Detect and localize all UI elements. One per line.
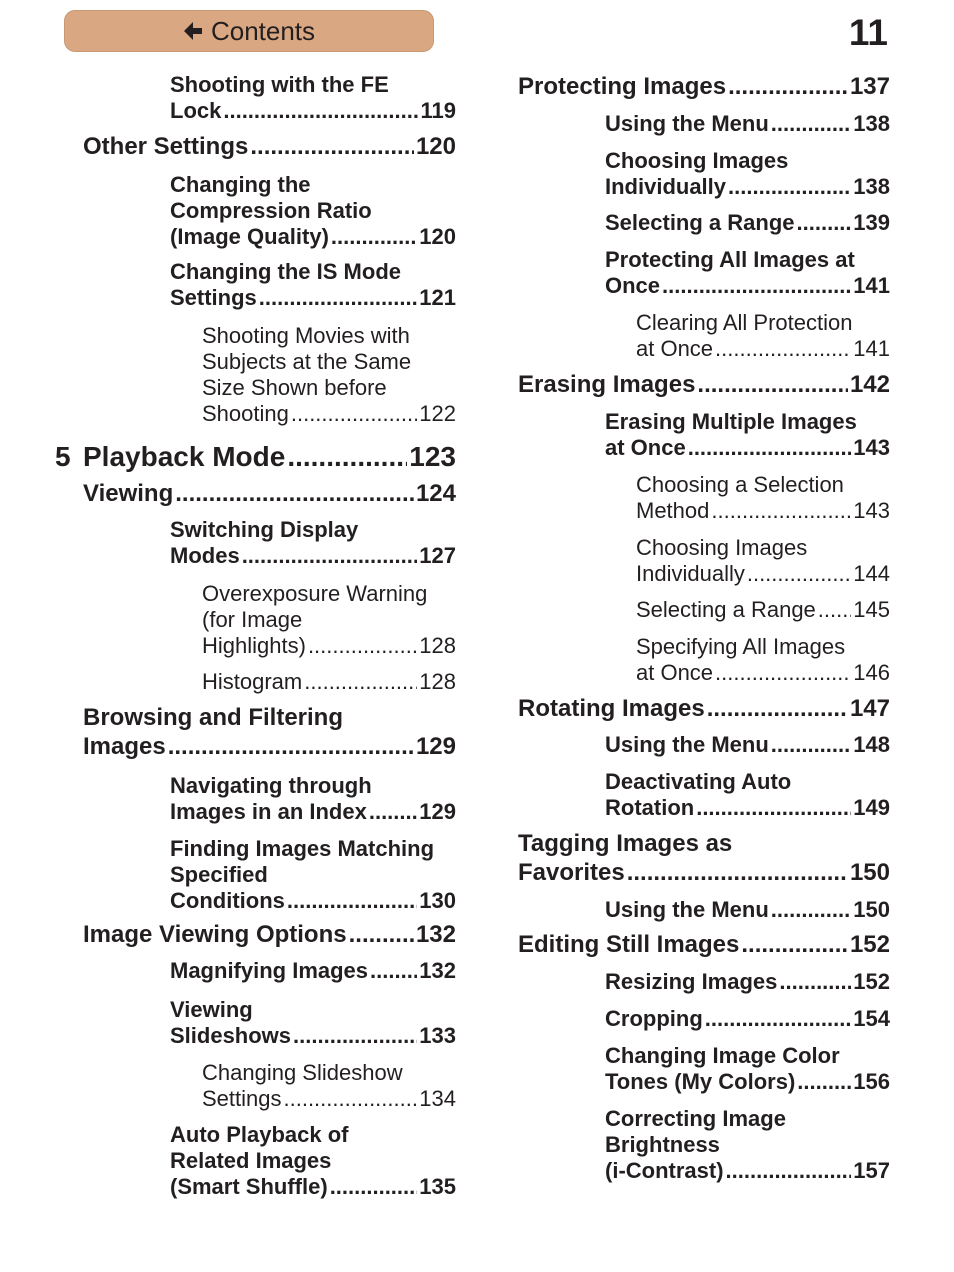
toc-entry-title: at Once [636,660,714,685]
toc-entry-title: at Once [605,435,686,460]
page-ref[interactable]: 120 [415,133,456,160]
toc-entry-title: (i-Contrast) [605,1158,724,1183]
dot-leader [662,273,851,299]
toc-entry[interactable] [518,370,890,399]
toc-entry-title-line: Specified [170,862,268,887]
dot-leader [331,224,417,250]
dot-leader [715,336,851,362]
dot-leader [284,1086,418,1112]
toc-entry-title: Rotation [605,795,695,820]
toc-entry-title: Rotating Images [518,695,705,722]
toc-entry-title: Using the Menu [605,732,769,757]
dot-leader [627,858,848,887]
toc-entry-last-line [518,930,890,959]
toc-entry-title: Histogram [202,669,303,694]
toc-entry-title-line: Size Shown before [202,375,387,400]
toc-entry-title: Resizing Images [605,969,778,994]
toc-entry-title: Slideshows [170,1023,292,1048]
toc-entry-last-line [202,633,456,659]
toc-entry-last-line [636,597,890,623]
dot-leader [711,498,851,524]
toc-entry[interactable] [170,836,456,914]
dot-leader [223,98,418,124]
dot-leader [771,732,852,758]
page-ref[interactable]: 154 [853,1006,890,1031]
toc-entry[interactable] [636,535,890,587]
toc-entry-title-line: Changing Slideshow [202,1060,403,1085]
toc-entry-title: Shooting [202,401,289,426]
toc-entry-last-line [605,1006,890,1032]
page-ref[interactable]: 148 [853,732,890,757]
toc-entry-title-line: Browsing and Filtering [83,704,344,731]
dot-leader [697,370,848,399]
toc-entry-last-line [170,958,456,984]
toc-entry-title: Individually [605,174,727,199]
page-ref[interactable]: 128 [419,669,456,694]
dot-leader [771,897,852,923]
toc-entry-title-line: Brightness [605,1132,720,1157]
page-ref[interactable]: 150 [849,859,890,886]
toc-entry-last-line [170,98,456,124]
toc-entry[interactable] [518,72,890,101]
toc-entry-title: Magnifying Images [170,958,369,983]
page-ref[interactable]: 130 [419,888,456,913]
dot-leader [797,210,852,236]
toc-entry[interactable] [202,581,456,659]
toc-entry-title: Method [636,498,710,523]
toc-entry-title: Individually [636,561,745,586]
toc-entry[interactable] [605,897,890,923]
toc-entry-title: Settings [170,285,257,310]
toc-entry-title-line: Subjects at the Same [202,349,412,374]
toc-entry-title: Tones (My Colors) [605,1069,796,1094]
dot-leader [715,660,851,686]
dot-leader [175,479,414,508]
toc-entry[interactable] [605,769,890,821]
arrow-left-icon [183,20,203,42]
toc-entry-title-line: Deactivating Auto [605,769,792,794]
page-ref[interactable]: 134 [419,1086,456,1111]
toc-entry[interactable] [636,634,890,686]
toc-entry-last-line [605,210,890,236]
toc-entry[interactable] [636,310,890,362]
toc-entry-last-line [605,897,890,923]
toc-entry-title-line: Changing the [170,172,311,197]
toc-entry-last-line [202,1086,456,1112]
toc-entry-title-line: Correcting Image [605,1106,786,1131]
dot-leader [707,694,848,723]
toc-entry-title-line: Viewing [170,997,253,1022]
toc-entry[interactable] [605,409,890,461]
dot-leader [250,132,414,161]
page-ref[interactable]: 121 [419,285,456,310]
toc-entry-title-line: Changing the IS Mode [170,259,401,284]
toc-entry-last-line [636,498,890,524]
toc-entry[interactable] [170,958,456,984]
toc-entry-title-line: Finding Images Matching [170,836,435,861]
toc-entry-last-line [518,858,890,887]
toc-entry-title-line: Shooting with the FE [170,72,389,97]
dot-leader [705,1006,852,1032]
dot-leader [291,401,417,427]
page-ref[interactable]: 156 [853,1069,890,1094]
toc-entry-title: Editing Still Images [518,931,740,958]
toc-entry[interactable] [83,703,456,761]
toc-entry-title: Favorites [518,859,625,886]
dot-leader [747,561,851,587]
toc-entry-last-line [636,561,890,587]
dot-leader [779,969,851,995]
toc-entry-last-line [605,273,890,299]
dot-leader [728,174,851,200]
page-ref[interactable]: 124 [415,480,456,507]
toc-entry-title-line: Choosing a Selection [636,472,844,497]
toc-entry-title: Conditions [170,888,285,913]
toc-entry[interactable] [605,148,890,200]
page-ref[interactable]: 141 [853,273,890,298]
dot-leader [369,799,417,825]
page-ref[interactable]: 146 [853,660,890,685]
dot-leader [308,633,417,659]
toc-entry[interactable] [202,323,456,427]
toc-entry-title: Other Settings [83,133,249,160]
toc-entry-last-line [202,669,456,695]
toc-entry-title: Using the Menu [605,111,769,136]
toc-entry-title: Lock [170,98,222,123]
toc-entry-last-line [170,285,456,311]
toc-entry-last-line [518,370,890,399]
toc-entry-title-line: Choosing Images [636,535,808,560]
toc-entry[interactable] [170,997,456,1049]
page-ref[interactable]: 144 [853,561,890,586]
toc-entry-title-line: Overexposure Warning [202,581,428,606]
toc-entry-title: Viewing [83,480,174,507]
toc-entry[interactable] [605,111,890,137]
toc-entry-title-line: (for Image [202,607,303,632]
contents-button[interactable] [64,10,434,52]
toc-entry-last-line [83,441,456,473]
dot-leader [330,1174,418,1200]
toc-entry[interactable] [83,479,456,508]
toc-entry[interactable] [55,441,456,473]
toc-entry-last-line [605,174,890,200]
toc-entry-title-line: Tagging Images as [518,830,733,857]
dot-leader [797,1069,851,1095]
toc-entry-title-line: Protecting All Images at [605,247,855,272]
toc-entry-title: Protecting Images [518,73,727,100]
toc-entry-last-line [170,1023,456,1049]
dot-leader [726,1158,852,1184]
toc-entry-last-line [170,799,456,825]
toc-entry-title-line: Switching Display [170,517,359,542]
page-ref[interactable]: 137 [849,73,890,100]
page-ref[interactable]: 139 [853,210,890,235]
toc-entry-title-line: Clearing All Protection [636,310,853,335]
dot-leader [370,958,417,984]
page-ref[interactable]: 145 [853,597,890,622]
toc-entry-title-line: Auto Playback of [170,1122,349,1147]
toc-entry-title: Playback Mode [83,441,286,472]
page-ref[interactable]: 138 [853,174,890,199]
page-ref[interactable]: 122 [419,401,456,426]
toc-entry[interactable] [605,732,890,758]
dot-leader [771,111,852,137]
toc-entry-title: Once [605,273,661,298]
toc-entry-last-line [605,111,890,137]
dot-leader [304,669,417,695]
toc-entry-last-line [605,1158,890,1184]
toc-entry[interactable] [636,472,890,524]
toc-entry-last-line [170,888,456,914]
toc-entry[interactable] [83,132,456,161]
page-number: 11 [848,12,888,53]
toc-entry-title-line: Navigating through [170,773,372,798]
dot-leader [728,72,848,101]
page-ref[interactable]: 132 [419,958,456,983]
toc-entry[interactable] [605,210,890,236]
toc-entry-title-line: Specifying All Images [636,634,846,659]
page-ref[interactable]: 135 [419,1174,456,1199]
toc-entry-title-line: Erasing Multiple Images [605,409,857,434]
toc-entry[interactable] [605,969,890,995]
toc-entry-last-line [605,969,890,995]
toc-entry[interactable] [170,1122,456,1200]
dot-leader [287,441,407,473]
toc-entry-title-line: Shooting Movies with [202,323,410,348]
toc-entry-last-line [518,694,890,723]
toc-entry-title: Using the Menu [605,897,769,922]
toc-entry[interactable] [202,1060,456,1112]
toc-entry-title: Images [83,733,166,760]
page-ref[interactable]: 129 [419,799,456,824]
toc-entry[interactable] [605,1106,890,1184]
toc-entry[interactable] [83,920,456,949]
toc-entry-title-line: Changing Image Color [605,1043,840,1068]
toc-entry[interactable] [170,72,456,124]
toc-entry-last-line [83,732,456,761]
page-ref[interactable]: 149 [853,795,890,820]
dot-leader [168,732,414,761]
toc-entry-title: (Image Quality) [170,224,329,249]
toc-entry[interactable] [605,247,890,299]
toc-entry-title: Modes [170,543,240,568]
toc-entry-last-line [605,795,890,821]
page-ref[interactable]: 132 [415,921,456,948]
toc-entry-title: Highlights) [202,633,306,658]
dot-leader [287,888,417,914]
toc-entry-title: at Once [636,336,714,361]
dot-leader [818,597,851,623]
page-ref[interactable]: 143 [853,498,890,523]
toc-entry-title-line: Related Images [170,1148,332,1173]
dot-leader [349,920,414,949]
toc-entry[interactable] [170,259,456,311]
toc-entry-title-line: Compression Ratio [170,198,372,223]
page-ref[interactable]: 152 [849,931,890,958]
toc-entry-title-line: Choosing Images [605,148,789,173]
toc-entry-title: Cropping [605,1006,703,1031]
page-ref[interactable]: 127 [419,543,456,568]
page-ref[interactable]: 119 [420,98,456,123]
toc-entry-title: Image Viewing Options [83,921,347,948]
toc-entry-title: Selecting a Range [636,597,816,622]
chapter-number: 5 [55,441,71,472]
toc-entry-last-line [83,920,456,949]
toc-entry[interactable] [202,669,456,695]
toc-entry-last-line [170,224,456,250]
toc-entry[interactable] [170,517,456,569]
toc-entry-last-line [170,1174,456,1200]
toc-entry-title: (Smart Shuffle) [170,1174,328,1199]
dot-leader [741,930,848,959]
page-ref[interactable]: 141 [853,336,890,361]
page-ref[interactable]: 147 [849,695,890,722]
toc-entry[interactable] [605,1043,890,1095]
toc-entry-last-line [202,401,456,427]
page-ref[interactable]: 150 [853,897,890,922]
page-ref[interactable]: 157 [853,1158,890,1183]
toc-entry[interactable] [518,694,890,723]
page-ref[interactable]: 133 [419,1023,456,1048]
page-ref[interactable]: 143 [853,435,890,460]
toc-entry[interactable] [636,597,890,623]
toc-entry-last-line [605,435,890,461]
page-ref[interactable]: 128 [419,633,456,658]
toc-entry[interactable] [518,829,890,887]
page-ref[interactable]: 129 [415,733,456,760]
toc-entry-title: Settings [202,1086,282,1111]
page-ref[interactable]: 152 [853,969,890,994]
dot-leader [242,543,418,569]
page-ref[interactable]: 142 [849,371,890,398]
dot-leader [688,435,852,461]
toc-entry-last-line [605,732,890,758]
toc-entry-last-line [170,543,456,569]
page-ref[interactable]: 120 [419,224,456,249]
dot-leader [259,285,417,311]
toc-entry-last-line [636,336,890,362]
toc-entry[interactable] [518,930,890,959]
toc-entry[interactable] [170,773,456,825]
dot-leader [293,1023,417,1049]
toc-entry-last-line [605,1069,890,1095]
toc-entry[interactable] [605,1006,890,1032]
page-ref[interactable]: 138 [853,111,890,136]
toc-entry[interactable] [170,172,456,250]
toc-entry-last-line [83,479,456,508]
toc-entry-last-line [518,72,890,101]
toc-entry-last-line [636,660,890,686]
contents-label: Contents [210,15,316,46]
page-ref[interactable]: 123 [409,441,456,472]
dot-leader [696,795,851,821]
toc-entry-title: Selecting a Range [605,210,795,235]
toc-entry-last-line [83,132,456,161]
toc-entry-title: Images in an Index [170,799,367,824]
toc-entry-title: Erasing Images [518,371,696,398]
